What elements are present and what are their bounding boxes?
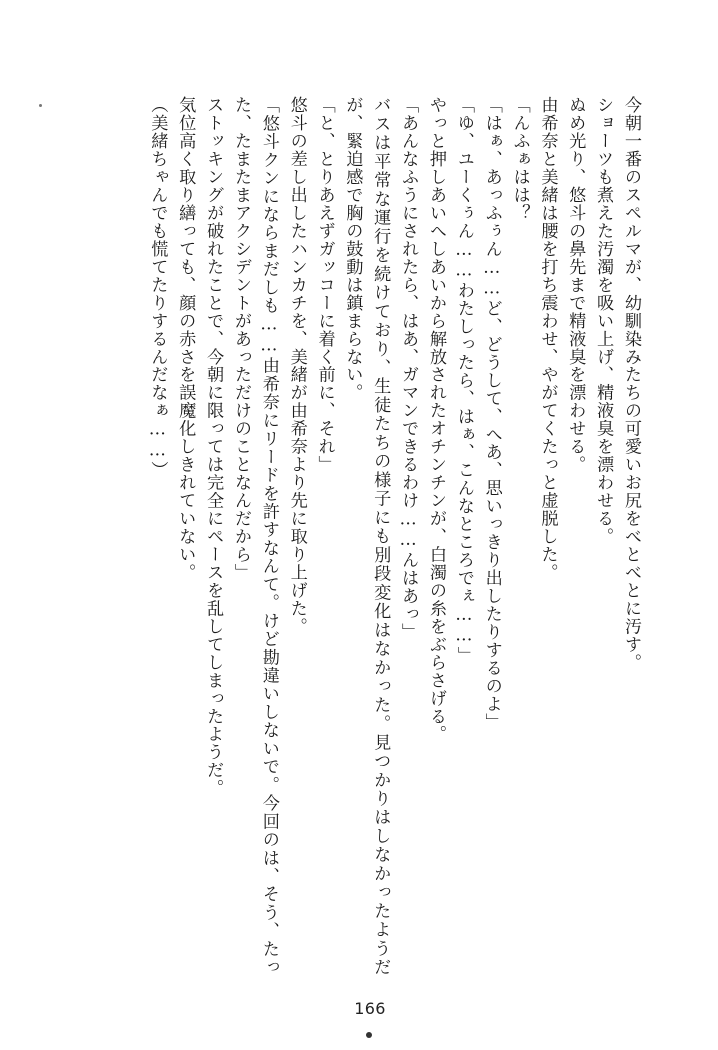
paragraph: 気位高く取り繕っても、顔の赤さを誤魔化しきれていない。: [175, 96, 196, 582]
paragraph: やっと押しあいへしあいから解放されたオチンチンが、白濁の糸をぶらさげる。: [425, 96, 446, 744]
paragraph: ぬめ光り、悠斗の鼻先まで精液臭を漂わせる。: [565, 96, 586, 474]
paragraph: 「んふぁはは？: [509, 96, 530, 222]
paragraph: 「と、とりあえずガッコーに着く前に、それ」: [314, 96, 335, 474]
page-number: 166: [354, 999, 386, 1018]
paragraph: 「ゆ、ユーくぅん……わたしったら、はぁ、こんなところでぇ……」: [453, 96, 474, 665]
page-speck-artifact: [39, 104, 42, 107]
paragraph: 「悠斗クンにならまだしも……由希奈にリードを許すなんて。けど勘違いしないで。今回のは、そう、たった、たまたまアクシデントがあっただけのことなんだから」: [230, 96, 279, 976]
page-text-body: [44, 96, 644, 976]
paragraph: バスは平常な運行を続けており、生徒たちの様子にも別段変化はなかった。見つかりはしなかったようだが、緊迫感で胸の鼓動は鎮まらない。: [342, 96, 391, 976]
paragraph: 「はぁ、あっふぅん……ど、どうして、へあ、思いっきり出したりするのよ」: [481, 96, 502, 731]
paragraph: 由希奈と美緒は腰を打ち震わせ、やがてくたっと虚脱した。: [537, 96, 558, 582]
paragraph: ストッキングが破れたことで、今朝に限っては完全にペースを乱してしまったようだ。: [203, 96, 224, 797]
paragraph: 悠斗の差し出したハンカチを、美緒が由希奈より先に取り上げた。: [286, 96, 307, 636]
paragraph: （美緒ちゃんでも慌てたりするんだなぁ……）: [147, 96, 168, 480]
paragraph: 「あんなふうにされたら、はあ、ガマンできるわけ……んはあっ」: [398, 96, 419, 641]
paragraph: 今朝一番のスペルマが、幼馴染みたちの可愛いお尻をべとべとに汚す。: [621, 96, 641, 672]
paragraph: ショーツも煮えた汚濁を吸い上げ、精液臭を漂わせる。: [593, 96, 614, 546]
footer-dot-ornament: [366, 1032, 372, 1038]
